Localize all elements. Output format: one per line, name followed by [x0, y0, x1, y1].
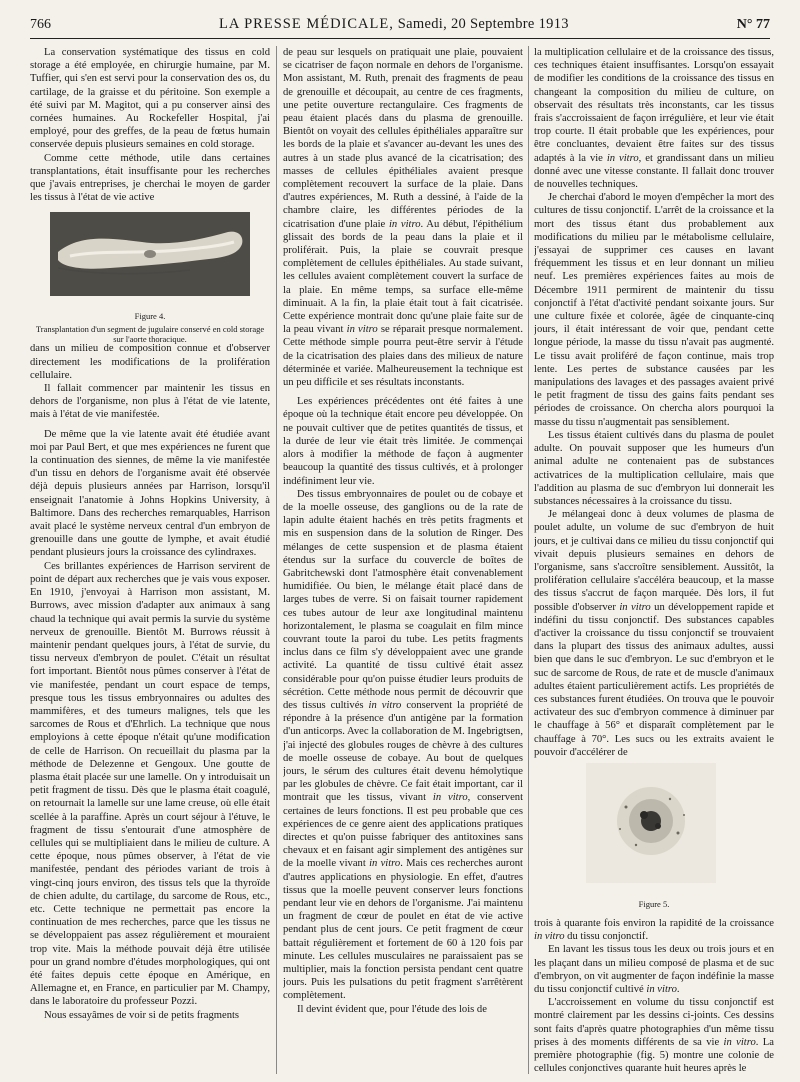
latin-term: in vitro	[346, 324, 378, 336]
issue-date: Samedi, 20 Septembre 1913	[397, 16, 569, 32]
publication-title	[219, 16, 569, 33]
figure-4	[30, 204, 270, 342]
text-run: la multiplication cellulaire et de la croissance des tissus, ces techniques étaient insuffisantes. Lorsqu'on essayait de modifier les conditions de la croissance des tissus en changeant la composition du milieu de culture, on observait des résultats très inconstants, car les tissus frais s'accroissaient de façon irrégulière, et leur vie était trop courte. Il était probable que les expériences, pour être concluantes, devaient être faites sur des tissus adaptés à la vie	[534, 47, 774, 164]
page-header	[30, 16, 770, 39]
paragraph: Je cherchai d'abord le moyen d'empêcher la mort des cultures de tissu conjonctif. L'arrêt de la croissance et la mort des tissus étant dus probablement aux modifications du milieu par le métabolisme cellulaire, j'essayai de supprimer ces causes en lavant fréquemment les tissus et en leur donnant un milieu neuf. Les premières expériences faites au mois de Décembre 1911 permirent de maintenir du tissu conjonctif à l'état d'activité pendant soixante jours. Sur une culture fixée et colorée, âgée de cinquante-cinq jours, il était intéressant de voir que, pendant cette longue période, la masse du tissu n'avait pas augmenté. Le tissu avait proliféré de façon continue, mais trop lente. Les pertes de substance causées par les manipulations des lavages et des passages avaient privé le petit fragment de tissu des gains faits pendant ses périodes de croissance. On chercha alors pourquoi la masse du tissu n'augmentait pas sensiblement.	[534, 192, 774, 428]
text-run: de peau sur lesquels on pratiquait une plaie, pouvaient se cicatriser de façon normale en dehors de l'organisme. Mon assistant, M. Ruth, prenait des fragments de peau de grenouille et découpait, au centre de ces fragments, une petite ouverture rectangulaire. Ces fragments de peau étaient placés dans du plasma de grenouille. Bientôt on voyait des cellules épithéliales apparaître sur les bords de la plaie et s'avancer au-devant les unes des autres à un stade plus avancé de la cicatrisation; des masses de cellules épithéliales avaient presque complètement recouvert la surface de la plaie. Dans d'autres expériences, M. Ruth a dessiné, à l'aide de la chambre claire, les différentes périodes de la cicatrisation d'une plaie	[283, 47, 523, 230]
text-run: . Mais ces recherches auront d'autres applications en physiologie. En effet, d'autres tissus que la moelle peuvent conserver leurs fonctions pendant leur vie en dehors de l'organisme. J'ai maintenu un fragment de cœur de poulet en état de vie active pendant plus de cent jours. Ce petit fragment de cœur battait régulièrement et fortement de 60 à 120 fois par minute. Les cellules musculaires ne paraissaient pas se multiplier, mais la fonction persista pendant cent quatre jours. Puis les pulsations du petit fragment s'arrêtèrent complètement.	[283, 858, 523, 1002]
latin-term: in vitro	[606, 152, 639, 164]
paragraph: Il devint évident que, pour l'étude des lois de	[297, 1003, 487, 1015]
paragraph: Comme cette méthode, utile dans certaines transplantations, était insuffisante pour les recherches que j'avais entreprises, je cherchai le moyen de garder les tissus à l'état de vie active	[30, 152, 270, 204]
latin-term: in vitro	[368, 699, 402, 711]
text-run: L'accroissement en volume du tissu conjonctif est montré clairement par les dessins ci-joints. Ces dessins sont faits d'après quatre photographies d'un même tissu prises à des moments différents de sa vie	[534, 997, 774, 1048]
figure-5	[534, 759, 774, 917]
jugular-aorta-photo	[50, 212, 250, 296]
paragraph: La conservation systématique des tissus en cold storage a été employée, en chirurgie humaine, par M. Tuffier, qui s'en est servi pour la conservation des os, du cartilage, de la graisse et du péritoine. Son exemple a été suivi par M. Magitot, qui a pu conserver ainsi des cornées humaines. Au Rockefeller Hospital, j'ai employé, pour des greffes, de la peau de fœtus humain conservée depuis plusieurs semaines en cold storage.	[30, 47, 270, 151]
text-run: Des tissus embryonnaires de poulet ou de cobaye et de la moelle osseuse, des ganglions ou de la rate de lapin adulte étaient hachés en très petits fragments et mis en suspension dans de la solution de Ringer. Des mélanges de cette suspension et de plasma étaient étendus sur la surface du couvercle de boîtes de Gabritchewski dont l'atmosphère était convenablement humidifiée. Ou bien, le mélange était placé dans de larges tubes de verre. Si on faisait tourner rapidement ces tubes autour de leur axe longitudinal maintenu horizontalement, le plasma se coagulait en film mince couvrant toute la paroi du tube. Les petits fragments inclus dans ce film s'y développaient avec une grande activité. La quantité de tissu cultivé était assez considérable pour qu'on puisse étudier leurs produits de sécrétion. Cette méthode nous permit de découvrir que des tissus cultivés	[283, 488, 523, 711]
text-run: . La première photographie (fig. 5) montre une colonie de cellules conjonctives quarante huit heures après le	[534, 1036, 774, 1074]
paragraph: dans un milieu de composition connue et d'observer directement les modifications de la prolifération cellulaire.	[30, 343, 270, 381]
text-run: se réparait presque normalement. Cette méthode simple pourra peut-être servir à l'étude de la cicatrisation des plaies dans des milieux de nature déterminée et variée. Malheureusement la technique est un peu difficile et ses résultats inconstants.	[283, 324, 523, 389]
paragraph: Il fallait commencer par maintenir les tissus en dehors de l'organisme, non plus à l'état de vie latente, mais à l'état de vie manifestée.	[30, 383, 270, 421]
paragraph	[534, 943, 774, 996]
paragraph	[283, 46, 523, 389]
column-middle	[283, 46, 523, 1074]
latin-term: in vitro	[388, 218, 421, 230]
paragraph	[534, 917, 774, 943]
paragraph	[534, 46, 774, 191]
latin-term: in vitro	[646, 983, 677, 995]
paragraph	[534, 508, 774, 759]
paragraph	[283, 488, 523, 1003]
paragraph: De même que la vie latente avait été étudiée avant moi par Paul Bert, et que mes expériences ne furent que la continuation des siennes, de même la vie manifestée d'un tissu en dehors de l'organisme avait été observée déjà depuis plusieurs années par Harrison, lorsqu'il enseignait l'anatomie à Johns Hopkins University, à Baltimore. Dans des recherches remarquables, Harrison avait placé le système nerveux central d'un embryon de grenouille dans une goutte de lymphe, et avait étudié pendant plusieurs jours la croissance des cylindraxes.	[30, 428, 270, 559]
text-run: En lavant les tissus tous les deux ou trois jours et en les plaçant dans un milieu composé de plasma et de suc d'embryon, on vit augmenter de façon indéfinie la masse du tissu conjonctif cultivé	[534, 944, 774, 995]
paragraph: Ces brillantes expériences de Harrison servirent de point de départ aux recherches que je vais vous exposer. En 1910, j'envoyai à Harrison mon assistant, M. Burrows, avec mission d'adapter aux animaux à sang chaud la technique qui avait permis la survie du système nerveux de grenouille. Bientôt M. Burrows réussit à maintenir pendant quelques jours, à l'état de survie, du tissu nerveux d'embryon de poulet. C'était un résultat fort important. Bientôt nous pûmes conserver à l'état de vie manifestée, pendant un court espace de temps, presque tous les tissus embryonnaires ou adultes des mammifères, et des tumeurs malignes, tels que les sarcomes de Rous et d'Ehrlich. La technique que nous employions à cette époque n'était qu'une modification de celle de Harrison. On recueillait du plasma par la méthode de Delezenne et Gengoux. Une goutte de plasma était placée sur une lamelle. On y introduisait un petit fragment de tissu. Dès que le plasma était coagulé, on retournait la lamelle sur une lame creuse, où elle était scellée à la paraffine. Après un court séjour à l'étuve, le fragment de tissu s'entourait d'une atmosphère de cellules qui se multipliaient dans le milieu de culture. A cette époque, nous pûmes observer, à l'état de vie manifestée, pendant des périodes variant de trois à vingt-cinq jours environ, des tissus tels que la thyroïde de chien adulte, du cartilage, du sarcome de Rous, etc., etc. Cette technique ne permettait pas encore la continuation de mes recherches, parce que les tissus ne se développaient pas assez régulièrement et mouraient trop vite. Mais la méthode pouvait déjà être utilisée pour un grand nombre d'études morphologiques, qui ont été faites depuis cette époque en Amérique, en Allemagne et, en France, en particulier par M. Champy, dans le laboratoire du professeur Pozzi.	[30, 560, 270, 1008]
paragraph: Nous essayâmes de voir si de petits fragments	[44, 1009, 240, 1021]
text-run: Je mélangeai donc à deux volumes de plasma de poulet adulte, un volume de suc d'embryon de huit jours, et je cultivai dans ce milieu du tissu conjonctif qui vivait depuis plusieurs semaines en dehors de l'organisme, sans s'accroître sensiblement. Aussitôt, la prolifération cellulaire s'accéléra beaucoup, et la masse des tissus s'accrut de façon marquée. Dès lors, il fut possible d'observer	[534, 509, 774, 613]
text-run: trois à quarante fois environ la rapidité de la croissance	[534, 917, 774, 929]
text-run: un développement rapide et indéfini du tissu conjonctif. Des substances capables d'activer la croissance du tissu conjonctif se trouvaient dans la plupart des tissus des animaux adultes, aussi bien que dans le suc d'embryon. Le suc d'embryon et le suc de sarcome de Rous, de rate et de muscle d'animaux adultes étaient particulièrement actifs. Les propriétés de ces substances furent étudiées. On trouva que le pouvoir activateur des suc d'embryon commence à diminuer par le chauffage à 56° et disparaît complètement par le chauffage à 70°. Les sucs ou les extraits avaient le pouvoir d'accélérer de	[534, 601, 774, 758]
text-run: .	[676, 983, 680, 995]
text-run: du tissu conjonctif.	[567, 931, 649, 943]
figure-caption: Transplantation d'un segment de jugulaire conservé en cold storage sur l'aorte thoracique.	[35, 323, 265, 344]
paragraph	[534, 996, 774, 1074]
latin-term: in vitro	[369, 858, 401, 870]
figure-title: Figure 5.	[638, 898, 670, 909]
latin-term: in vitro	[723, 1036, 756, 1048]
publication-name: LA PRESSE MÉDICALE,	[218, 16, 394, 32]
text-run: , conservent certaines de leurs fonctions. Il est peu probable que ces expériences de ce genre aient des applications pratiques directes et qu'on puisse fabriquer des antitoxines sans chevaux et en faisant agir simplement des antigènes sur de la moelle vivant	[283, 792, 523, 870]
column-left	[30, 46, 270, 1074]
figure-title: Figure 4.	[134, 311, 166, 322]
text-run: . Au début, l'épithélium glissait des bords de la peau dans la plaie et il proliférait. Puis, la plaie se couvrait presque complètement de cellules épithéliales. Au stade suivant, les cellules avaient complètement couvert la surface de la plaie. En même temps, sa surface elle-même diminuait. A la fin, la plaie était tout à fait cicatrisée. Cette expérience montrait donc qu'une plaie faite sur de la peau vivant	[283, 218, 523, 336]
column-right	[534, 46, 774, 1074]
paragraph: Les expériences précédentes ont été faites à une époque où la technique était encore peu développée. On ne pouvait cultiver que de petites quantités de tissus, et la durée de leur vie était très limitée. Je commençai alors à modifier la méthode de façon à augmenter beaucoup la quantité des tissus cultivés, et à prolonger indéfiniment leur vie.	[283, 396, 523, 487]
column-rule	[276, 46, 277, 1074]
text-run: conservent la propriété de répondre à la présence d'un antigène par la formation d'un anticorps. Avec la collaboration de M. Ingebrigtsen, j'ai injecté des globules rouges de chèvre à des cultures de moelle osseuse de cobaye. Au bout de quelques jours, le sérum des cultures était devenu hémolytique par les globules de chèvre. Ce fait était important, car il montrait que les tissus, vivant	[283, 699, 523, 804]
latin-term: in vitro	[432, 792, 468, 804]
paragraph: Les tissus étaient cultivés dans du plasma de poulet adulte. On pouvait supposer que les humeurs d'un animal adulte ne contenaient pas de substances activatrices de la multiplication cellulaire, mais que l'addition au plasma de suc d'embryon lui donnerait les substances nécessaires à la croissance du tissu.	[534, 429, 774, 507]
column-rule	[528, 46, 529, 1074]
page-number: 766	[30, 17, 51, 32]
latin-term: in vitro	[619, 601, 651, 613]
latin-term: in vitro	[534, 931, 565, 943]
issue-number: N° 77	[736, 17, 770, 32]
text-run: , et grandissant dans un milieu donné avec une vitesse constante. Il fallait donc trouver de nouvelles techniques.	[534, 152, 774, 191]
cell-colony-photo	[586, 763, 716, 883]
